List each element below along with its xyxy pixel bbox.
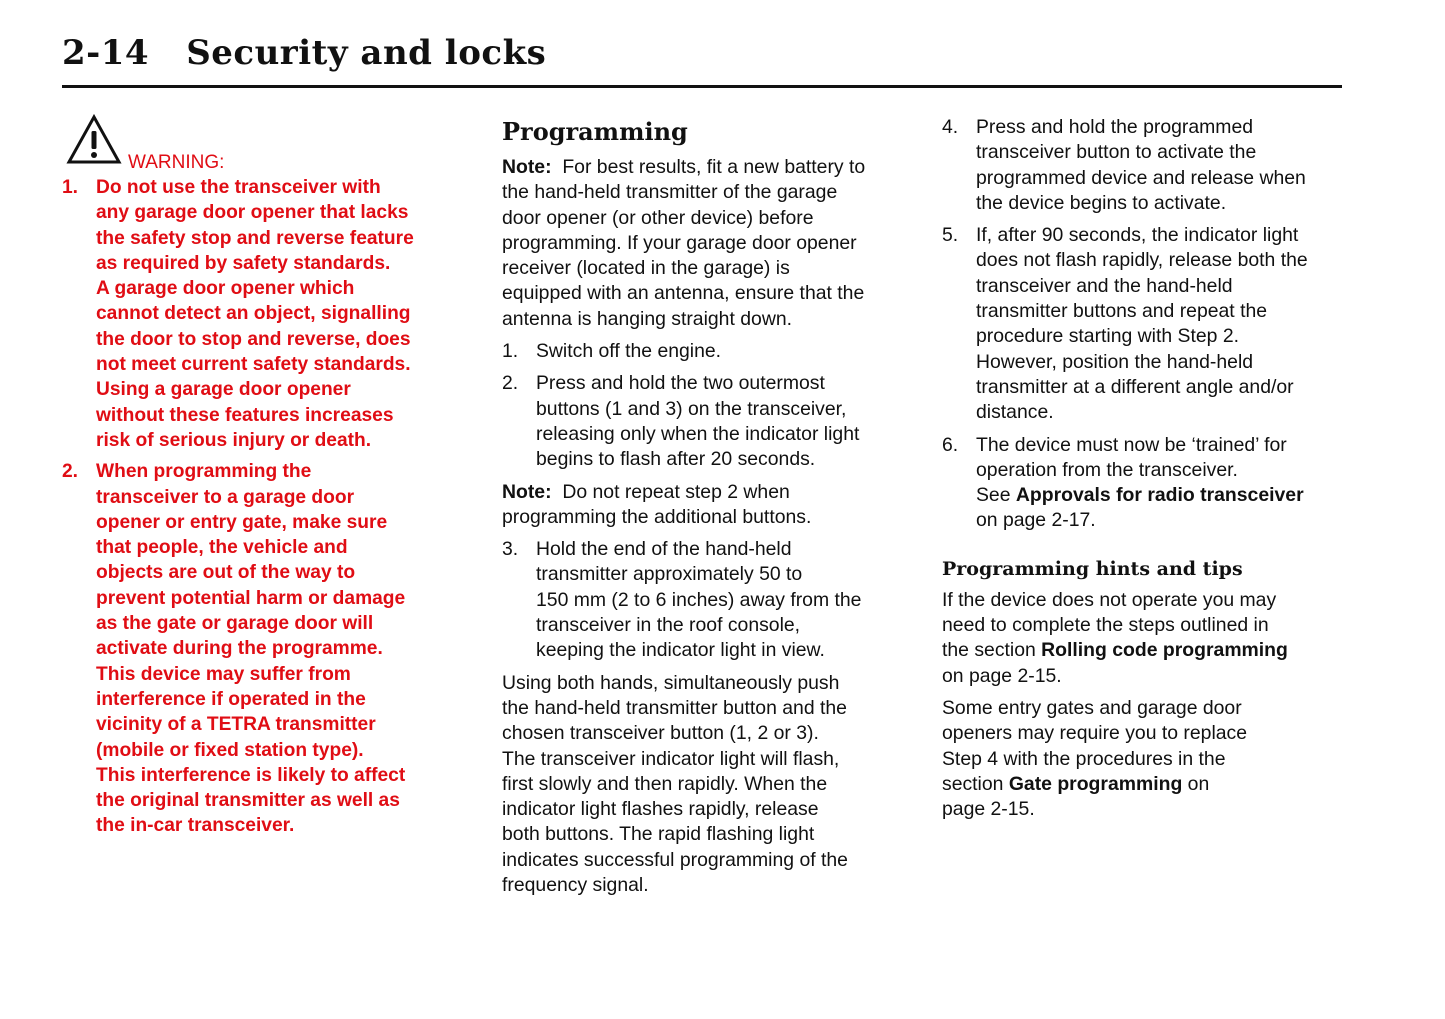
para-line: need to complete the steps outlined in [942,614,1269,637]
note-line [502,281,912,306]
step-line: cannot detect an object, signalling [96,303,411,325]
para-line: indicates successful programming of the [502,848,848,871]
step-line: begins to flash after 20 seconds. [536,448,816,471]
step-line: procedure starting with Step 2. [976,325,1239,348]
step-line: distance. [976,401,1054,424]
para-line: Step 4 with the procedures in the [942,747,1226,770]
step-line: Switch off the engine. [536,340,722,363]
note-label: Note: [502,156,552,178]
step-line: buttons (1 and 3) on the transceiver, [536,397,847,420]
step-line: However, position the hand-held [976,350,1254,373]
paragraph-hints-1 [942,588,1352,689]
warning-label: WARNING: [128,151,225,173]
warning-triangle-icon [66,114,122,173]
step-number: 5. [942,224,959,247]
step-number: 6. [942,433,959,456]
step-line: activate during the programme. [96,638,383,660]
note-text: Do not repeat step 2 when [562,480,790,503]
warning-item-1 [62,175,472,453]
note-line [502,480,912,505]
step-line: transmitter at a different angle and/or [976,375,1294,398]
step-line: interference if operated in the [96,688,366,710]
header-rule [62,85,1342,88]
step-line: This device may suffer from [96,663,351,685]
note-text: equipped with an antenna, ensure that the [502,282,865,305]
step-line: risk of serious injury or death. [96,429,372,451]
page-title: Security and locks [186,33,547,73]
note-text: antenna is hanging straight down. [502,307,792,330]
step-line: the door to stop and reverse, does [96,328,411,350]
note-text: door opener (or other device) before [502,206,814,229]
note-text: programming the additional buttons. [502,505,812,528]
step-line: that people, the vehicle and [96,537,348,559]
para-line: on page 2-15. [942,664,1062,687]
step-number: 1. [62,177,79,198]
step-line: does not flash rapidly, release both the [976,249,1308,272]
note-text: For best results, fit a new battery to [562,156,866,178]
note-label: Note: [502,480,552,503]
step-number: 4. [942,116,959,138]
step-line: programmed device and release when [976,166,1306,189]
step-line: the in-car transceiver. [96,815,295,837]
step-3 [502,537,912,663]
step-text [976,115,1306,216]
para-line: chosen transceiver button (1, 2 or 3). [502,722,819,745]
step-line: When programming the [96,461,312,483]
step-line: transmitter approximately 50 to [536,563,803,586]
step-line: transceiver to a garage door [96,486,355,508]
step-line: transceiver in the roof console, [536,614,801,637]
step-line: the original transmitter as well as [96,790,400,812]
note-line [502,180,912,205]
note-battery [502,155,912,332]
step-text [96,175,414,453]
step-line: Press and hold the programmed [976,116,1254,138]
step-line: not meet current safety standards. [96,354,411,376]
step-line: as the gate or garage door will [96,613,374,635]
step-line: Press and hold the two outermost [536,372,825,395]
warning-heading [66,115,472,173]
note-repeat-step [502,480,912,531]
step-line: prevent potential harm or damage [96,587,406,609]
step-line: transmitter buttons and repeat the [976,300,1268,323]
programming-section [502,115,912,905]
section-heading-programming: Programming [502,117,688,146]
link-approvals-radio-transceiver[interactable]: Approvals for radio transceiver [1015,484,1304,507]
step-line: 150 mm (2 to 6 inches) away from the [536,588,862,611]
paragraph-push-buttons [502,671,912,899]
step-line: as required by safety standards. [96,252,391,274]
para-line [942,772,1352,797]
step-line: A garage door opener which [96,278,355,300]
step-text [96,459,405,838]
step-line: opener or entry gate, make sure [96,511,388,533]
step-line: any garage door opener that lacks [96,202,409,224]
step-line: the safety stop and reverse feature [96,227,414,249]
step-line: on page 2-17. [976,509,1096,532]
para-line: frequency signal. [502,874,649,897]
text: section [942,772,1009,795]
step-line: Using a garage door opener [96,379,351,401]
step-line: vicinity of a TETRA transmitter [96,714,376,736]
link-gate-programming[interactable]: Gate programming [1008,772,1183,795]
see-prefix: See [976,484,1016,507]
text: the section [942,639,1042,662]
para-line: the hand-held transmitter button and the [502,696,847,719]
para-line: The transceiver indicator light will flash, [502,747,840,770]
step-line [976,483,1304,508]
step-line: releasing only when the indicator light [536,422,860,445]
para-line: page 2-15. [942,798,1035,821]
note-line [502,307,912,332]
note-text: programming. If your garage door opener [502,231,857,254]
link-rolling-code-programming[interactable]: Rolling code programming [1041,639,1288,662]
step-line: without these features increases [96,404,394,426]
step-line: (mobile or fixed station type). [96,739,364,761]
step-1 [502,339,912,364]
para-line: first slowly and then rapidly. When the [502,772,828,795]
step-line: operation from the transceiver. [976,458,1238,481]
step-number: 2. [502,372,519,395]
note-line [502,256,912,281]
page-header [62,28,1342,78]
step-text [536,339,721,364]
warning-box [62,115,472,839]
step-line: objects are out of the way to [96,562,356,584]
para-line: both buttons. The rapid flashing light [502,823,815,846]
programming-continued [942,115,1352,829]
step-6 [942,433,1352,534]
para-line: openers may require you to replace [942,722,1248,745]
step-line: the device begins to activate. [976,191,1227,214]
note-line [502,231,912,256]
para-line: Some entry gates and garage door [942,696,1242,719]
page-number: 2-14 [62,33,150,73]
para-line: If the device does not operate you may [942,588,1277,611]
step-number: 2. [62,461,79,483]
step-text [536,371,859,472]
step-number: 3. [502,538,519,561]
step-line: Hold the end of the hand-held [536,538,792,561]
step-4 [942,115,1352,216]
step-line: transceiver and the hand-held [976,274,1233,297]
step-text [536,537,861,663]
step-line: transceiver button to activate the [976,141,1257,164]
step-5 [942,223,1352,425]
step-line: If, after 90 seconds, the indicator light [976,224,1299,247]
step-number: 1. [502,340,519,363]
step-line: Do not use the transceiver with [96,177,381,198]
note-line [502,206,912,231]
note-line [502,505,912,530]
note-text: receiver (located in the garage) is [502,257,790,280]
note-line [502,155,912,180]
note-text: the hand-held transmitter of the garage [502,181,838,204]
warning-item-2 [62,459,472,838]
para-line [942,638,1352,663]
step-text [976,223,1308,425]
step-line: The device must now be ‘trained’ for [976,433,1287,456]
para-line: Using both hands, simultaneously push [502,671,840,694]
step-line: This interference is likely to affect [96,764,406,786]
step-line: keeping the indicator light in view. [536,639,825,662]
section-heading-hints: Programming hints and tips [942,557,1243,580]
text: on [1182,772,1210,795]
paragraph-hints-2 [942,696,1352,822]
step-2 [502,371,912,472]
para-line: indicator light flashes rapidly, release [502,798,819,821]
